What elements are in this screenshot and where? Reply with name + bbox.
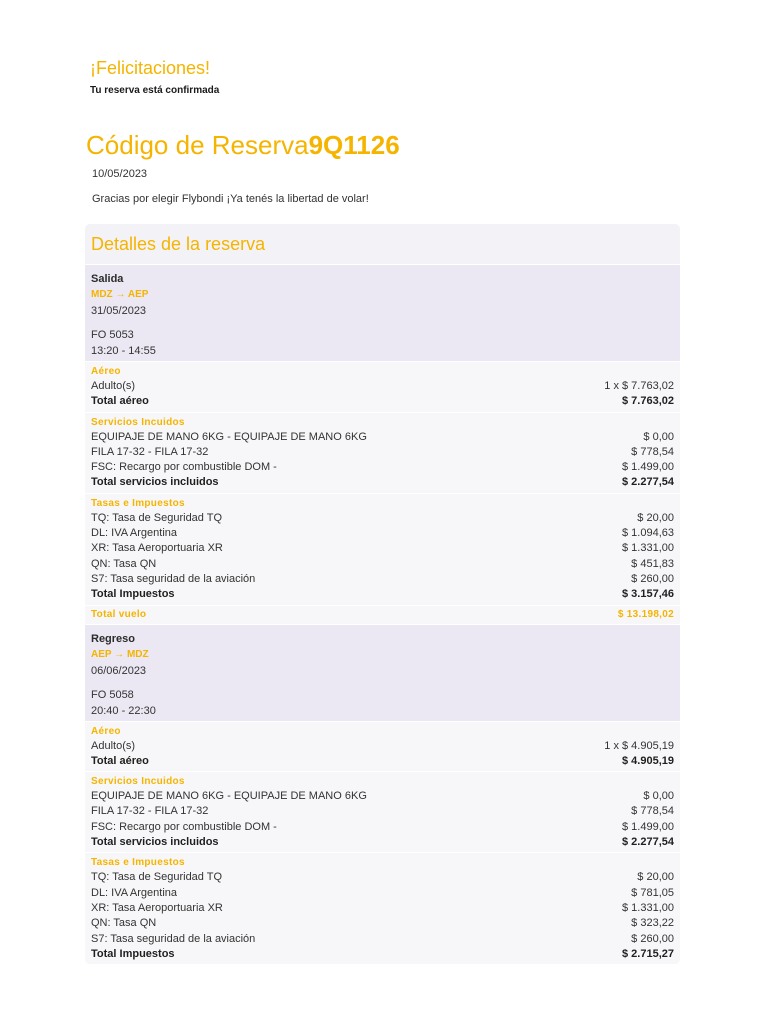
section-total: Total Impuestos $ 3.157,46 xyxy=(91,588,674,601)
line-item: EQUIPAJE DE MANO 6KG - EQUIPAJE DE MANO 6KG $ 0,00 xyxy=(91,430,674,443)
section-aereo xyxy=(85,721,680,772)
thanks-message: Gracias por elegir Flybondi ¡Ya tenés la libertad de volar! xyxy=(92,193,369,205)
section-taxes xyxy=(85,852,680,964)
line-item: Adulto(s) 1 x $ 4.905,19 xyxy=(91,739,674,752)
flight-number: FO 5058 xyxy=(91,688,134,701)
line-item: EQUIPAJE DE MANO 6KG - EQUIPAJE DE MANO 6KG $ 0,00 xyxy=(91,790,674,803)
leg-date: 31/05/2023 xyxy=(91,305,147,317)
return-leg-header xyxy=(85,624,680,721)
flight-total xyxy=(85,605,680,624)
section-title: Tasas e Impuestos xyxy=(91,857,185,869)
section-total: Total Impuestos $ 2.715,27 xyxy=(91,947,674,960)
flight-total-label: Total vuelo xyxy=(91,608,147,620)
flight-total-value: $ 13.198,02 xyxy=(617,608,674,620)
line-item: S7: Tasa seguridad de la aviación $ 260,00 xyxy=(91,932,674,945)
leg-label: Salida xyxy=(91,273,124,285)
section-services xyxy=(85,771,680,852)
line-item: S7: Tasa seguridad de la aviación $ 260,00 xyxy=(91,572,674,585)
congrats-heading: ¡Felicitaciones! xyxy=(90,58,211,78)
line-item: FSC: Recargo por combustible DOM - $ 1.499,00 xyxy=(91,461,674,474)
section-aereo xyxy=(85,361,680,412)
details-title: Detalles de la reserva xyxy=(85,224,680,264)
booking-date: 10/05/2023 xyxy=(92,168,148,180)
section-services xyxy=(85,412,680,493)
line-item: TQ: Tasa de Seguridad TQ $ 20,00 xyxy=(91,511,674,524)
confirmation-text: Tu reserva está confirmada xyxy=(90,85,220,96)
section-title: Aéreo xyxy=(91,366,121,377)
section-title: Tasas e Impuestos xyxy=(91,497,185,509)
section-title: Servicios Incuidos xyxy=(91,776,185,788)
section-total: Total aéreo $ 7.763,02 xyxy=(91,395,674,408)
line-item: DL: IVA Argentina $ 781,05 xyxy=(91,886,674,899)
section-total: Total servicios incluidos $ 2.277,54 xyxy=(91,476,674,489)
outbound-leg-header xyxy=(85,264,680,361)
booking-code-label: Código de Reserva xyxy=(86,130,309,160)
section-taxes xyxy=(85,493,680,605)
leg-date: 06/06/2023 xyxy=(91,664,147,677)
line-item: FILA 17-32 - FILA 17-32 $ 778,54 xyxy=(91,805,674,818)
leg-route: AEP → MDZ xyxy=(91,648,149,660)
line-item: QN: Tasa QN $ 451,83 xyxy=(91,557,674,570)
booking-code-heading xyxy=(86,130,400,161)
section-title: Aéreo xyxy=(91,725,121,737)
line-item: DL: IVA Argentina $ 1.094,63 xyxy=(91,527,674,540)
line-item: XR: Tasa Aeroportuaria XR $ 1.331,00 xyxy=(91,901,674,914)
section-total: Total aéreo $ 4.905,19 xyxy=(91,754,674,767)
booking-code-value: 9Q1126 xyxy=(308,130,400,160)
line-item: TQ: Tasa de Seguridad TQ $ 20,00 xyxy=(91,871,674,884)
reservation-details-card xyxy=(85,224,680,964)
line-item: QN: Tasa QN $ 323,22 xyxy=(91,917,674,930)
flight-time: 13:20 - 14:55 xyxy=(91,345,156,357)
line-item: Adulto(s) 1 x $ 7.763,02 xyxy=(91,380,674,392)
flight-number: FO 5053 xyxy=(91,329,134,341)
line-item: XR: Tasa Aeroportuaria XR $ 1.331,00 xyxy=(91,542,674,555)
section-title: Servicios Incuidos xyxy=(91,416,185,428)
line-item: FSC: Recargo por combustible DOM - $ 1.499,00 xyxy=(91,820,674,833)
section-total: Total servicios incluidos $ 2.277,54 xyxy=(91,836,674,849)
line-item: FILA 17-32 - FILA 17-32 $ 778,54 xyxy=(91,445,674,458)
leg-route: MDZ → AEP xyxy=(91,289,149,300)
leg-label: Regreso xyxy=(91,632,136,645)
flight-time: 20:40 - 22:30 xyxy=(91,704,156,717)
